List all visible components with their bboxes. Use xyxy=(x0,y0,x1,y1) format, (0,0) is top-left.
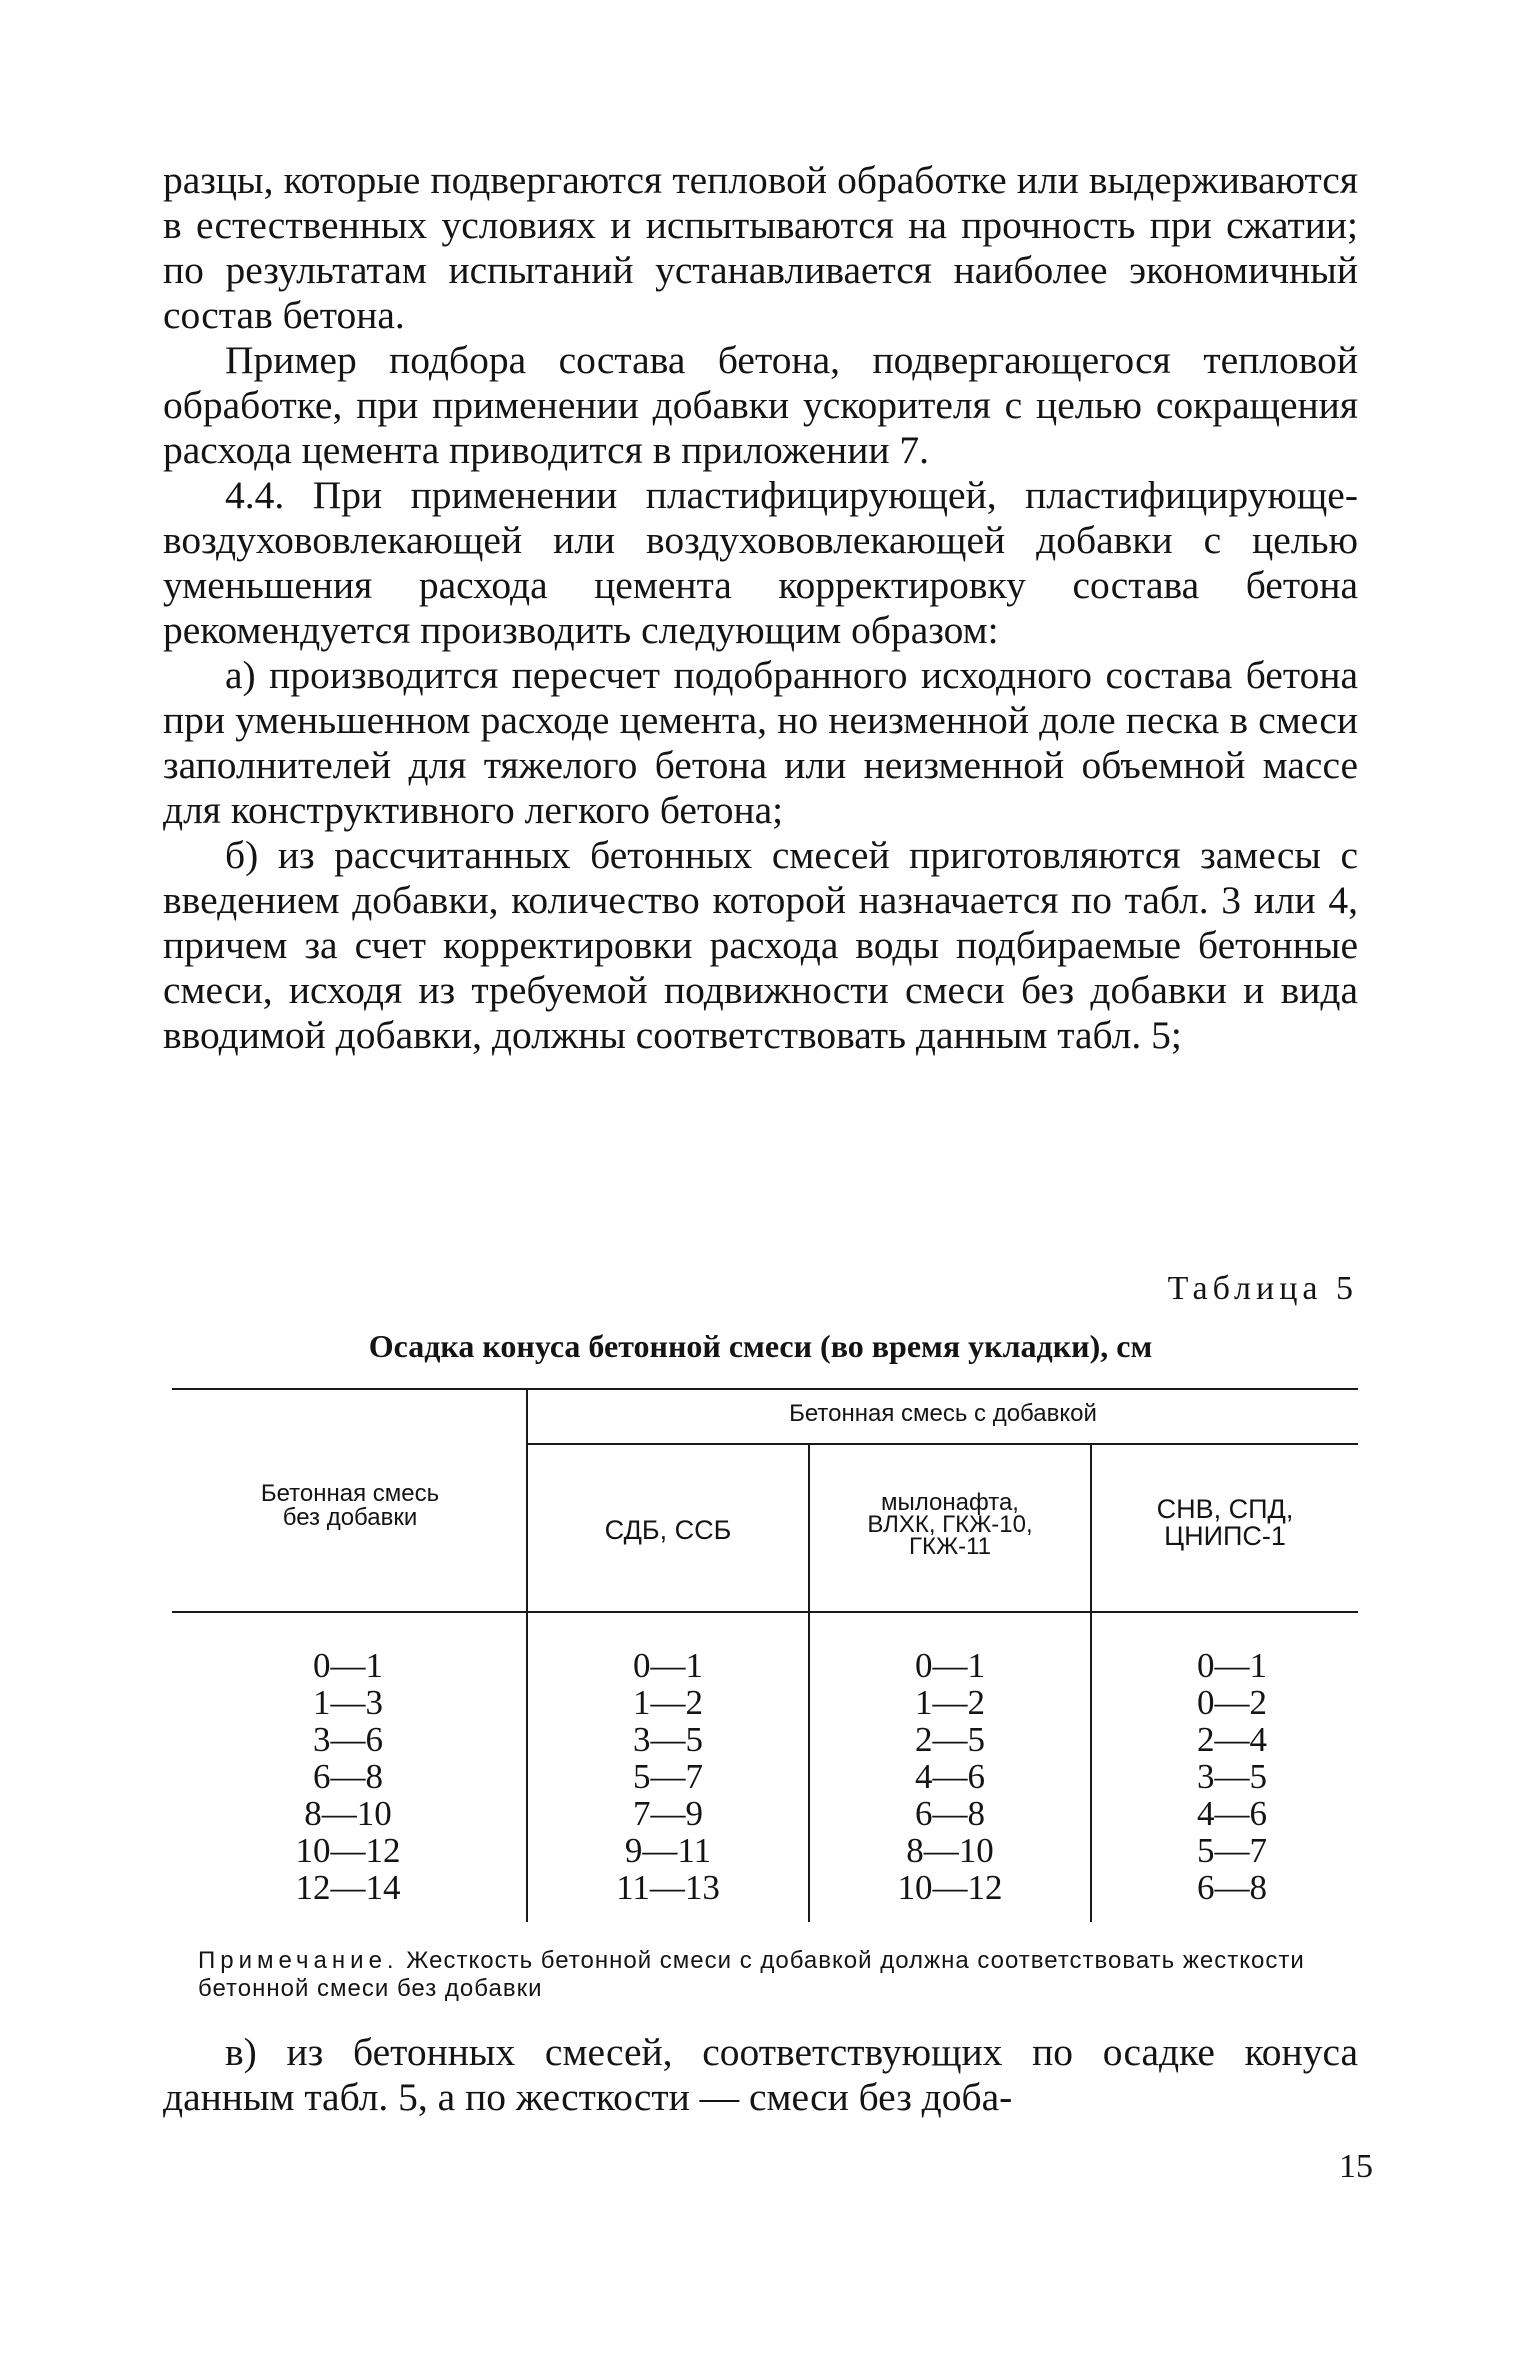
header-group: Бетонная смесь с добавкой xyxy=(789,1400,1097,1427)
note-text: Жесткость бетонной смеси с добавкой должна соответствовать жесткости бетонной смеси без добавки xyxy=(198,1947,1305,2002)
table-title: Осадка конуса бетонной смеси (во время укладки), см xyxy=(368,1328,1153,1364)
cell: 3—6 xyxy=(313,1720,383,1759)
cell: 3—5 xyxy=(633,1720,703,1759)
header-snv-spd: СНВ, СПД, ЦНИПС-1 xyxy=(1156,1494,1294,1551)
cell: 5—7 xyxy=(1197,1831,1267,1870)
cell: 0—1 xyxy=(1197,1646,1267,1685)
main-text xyxy=(163,158,1358,1058)
header-no-additive: Бетонная смесь без добавки xyxy=(260,1480,440,1531)
page-number: 15 xyxy=(1339,2148,1373,2185)
header-bottom-rule xyxy=(172,1611,1358,1613)
cell: 1—3 xyxy=(313,1683,383,1722)
cell: 3—5 xyxy=(1197,1757,1267,1796)
cell: 6—8 xyxy=(1197,1868,1267,1907)
cell: 4—6 xyxy=(1197,1794,1267,1833)
header-sdb-ssb: СДБ, ССБ xyxy=(604,1515,732,1545)
paragraph-1: разцы, которые подвергаются тепловой обработке или выдерживаются в естественных условиях и испытываются на прочность при сжатии; по результатам испытаний устанавливается наиболее экономичный состав бетона. xyxy=(163,158,1358,337)
table-top-rule xyxy=(172,1388,1358,1390)
cell: 8—10 xyxy=(906,1831,994,1870)
column-sdb-ssb xyxy=(568,1647,768,1906)
cell: 6—8 xyxy=(313,1757,383,1796)
cell: 4—6 xyxy=(915,1757,985,1796)
cell: 0—1 xyxy=(633,1646,703,1685)
table-label: Таблица 5 xyxy=(1167,1270,1358,1307)
column-snv-spd xyxy=(1132,1647,1332,1906)
cell: 10—12 xyxy=(295,1831,401,1870)
cell: 9—11 xyxy=(624,1831,712,1870)
cell: 12—14 xyxy=(295,1868,401,1907)
cell: 2—5 xyxy=(915,1720,985,1759)
cell: 5—7 xyxy=(633,1757,703,1796)
paragraph-5: б) из рассчитанных бетонных смесей приготовляются замесы с введением добавки, количество которой назначается по табл. 3 или 4, причем за счет корректировки расхода воды подбираемые бетонные смеси, исходя из требуемой подвижности смеси без добавки и вида вводимой добавки, должны соответствовать данным табл. 5; xyxy=(163,833,1358,1057)
cell: 6—8 xyxy=(915,1794,985,1833)
cell: 1—2 xyxy=(633,1683,703,1722)
paragraph-3: 4.4. При применении пластифицирующей, пластифицирующе-воздухововлекающей или воздухововлекающей добавки с целью уменьшения расхода цемента корректировку состава бетона рекомендуется производить следующим образом: xyxy=(163,473,1358,652)
cell: 0—1 xyxy=(915,1646,985,1685)
header-mylonafta: мылонафта, ВЛХК, ГКЖ-10, ГКЖ-11 xyxy=(867,1489,1033,1560)
cell: 11—13 xyxy=(616,1868,720,1907)
cell: 0—2 xyxy=(1197,1683,1267,1722)
column-mylonafta xyxy=(850,1647,1050,1906)
cell: 0—1 xyxy=(313,1646,383,1685)
paragraph-4: а) производится пересчет подобранного исходного состава бетона при уменьшенном расходе цемента, но неизменной доле песка в смеси заполнителей для тяжелого бетона или неизменной объемной массе для конструктивного легкого бетона; xyxy=(163,653,1358,832)
cell: 8—10 xyxy=(304,1794,392,1833)
note-label: Примечание. xyxy=(198,1947,399,1974)
cell: 7—9 xyxy=(633,1794,703,1833)
cell: 2—4 xyxy=(1197,1720,1267,1759)
closing-paragraph: в) из бетонных смесей, соответствующих по осадке конуса данным табл. 5, а по жесткости — смеси без доба- xyxy=(163,2030,1358,2119)
column-no-additive xyxy=(248,1647,448,1906)
table-vline-1 xyxy=(526,1390,528,1922)
table-note xyxy=(198,1947,1358,2003)
cell: 10—12 xyxy=(897,1868,1003,1907)
header-group-rule xyxy=(528,1443,1358,1445)
paragraph-2: Пример подбора состава бетона, подвергающегося тепловой обработке, при применении добавки ускорителя с целью сокращения расхода цемента приводится в приложении 7. xyxy=(163,338,1358,472)
cell: 1—2 xyxy=(915,1683,985,1722)
